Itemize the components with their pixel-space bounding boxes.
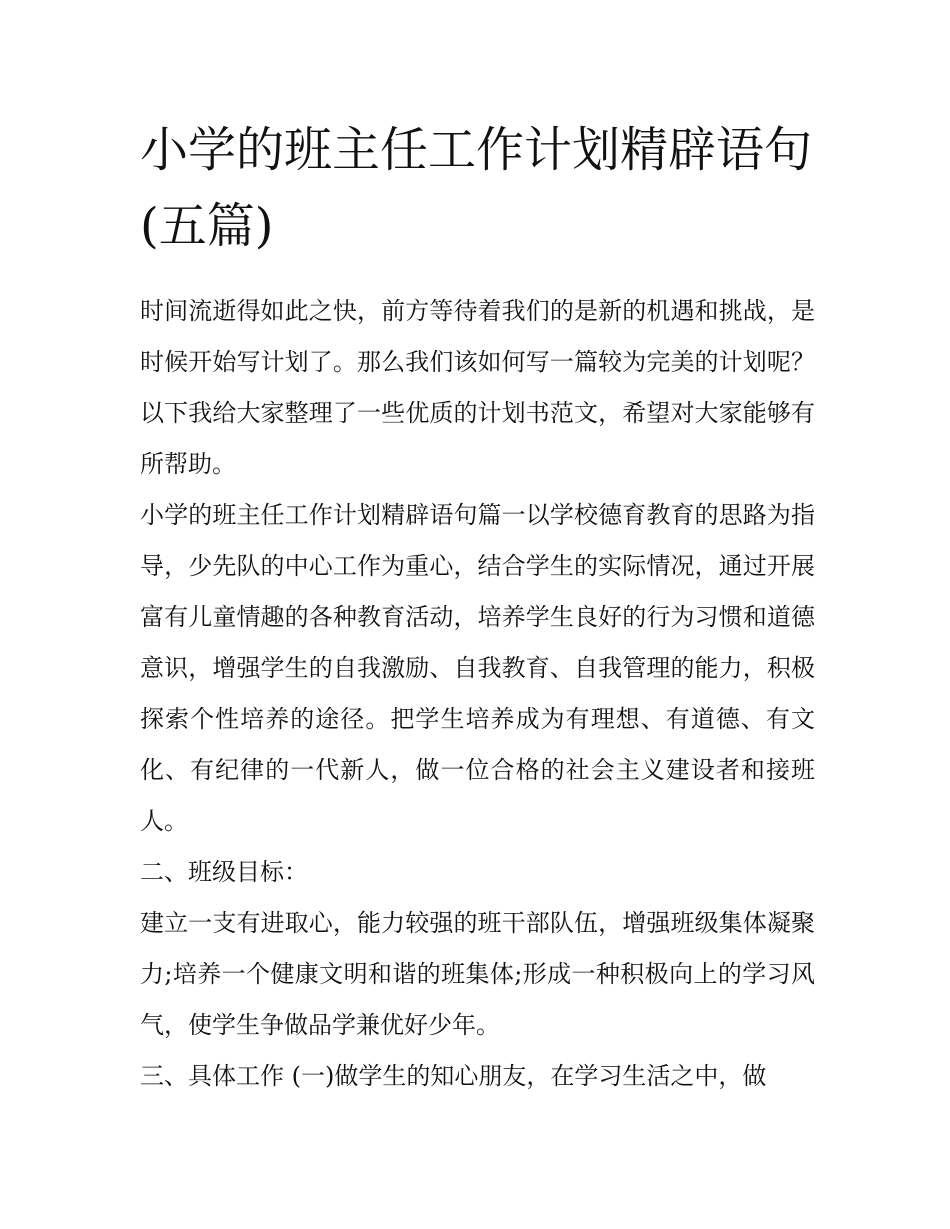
section-heading-class-goals: 二、班级目标：	[140, 858, 308, 886]
class-goals-paragraph: 建立一支有进取心，能力较强的班干部队伍，增强班级集体凝聚力;培养一个健康文明和谐的班集体;形成一种积极向上的学习风气，使学生争做品学兼优好少年。	[140, 909, 815, 1039]
document-title: 小学的班主任工作计划精辟语句(五篇)	[140, 122, 813, 254]
intro-paragraph: 时间流逝得如此之快，前方等待着我们的是新的机遇和挑战，是时候开始写计划了。那么我们该如何写一篇较为完美的计划呢？以下我给大家整理了一些优质的计划书范文，希望对大家能够有所帮助。	[140, 297, 815, 478]
section-one-paragraph: 小学的班主任工作计划精辟语句篇一以学校德育教育的思路为指导，少先队的中心工作为重心，结合学生的实际情况，通过开展富有儿童情趣的各种教育活动，培养学生良好的行为习惯和道德意识，增强学生的自我激励、自我教育、自我管理的能力，积极探索个性培养的途径。把学生培养成为有理想、有道德、有文化、有纪律的一代新人，做一位合格的社会主义建设者和接班人。	[140, 501, 815, 835]
document-body	[140, 112, 815, 1102]
specific-work-paragraph: 三、具体工作 (一)做学生的知心朋友，在学习生活之中，做	[140, 1062, 767, 1090]
